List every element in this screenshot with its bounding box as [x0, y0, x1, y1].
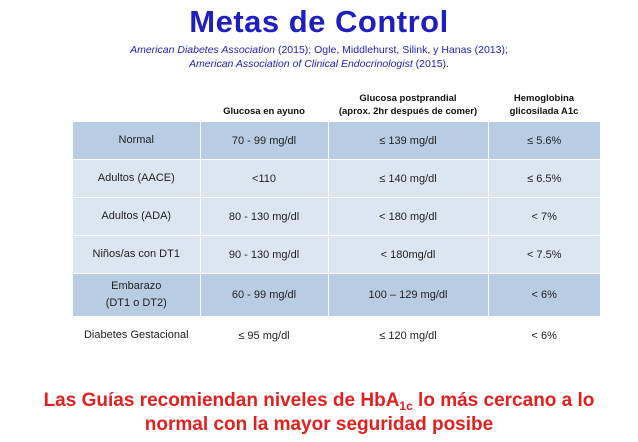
row-fasting: 90 - 130 mg/dl [200, 236, 328, 274]
row-fasting: 70 - 99 mg/dl [200, 122, 328, 160]
header-postprandial-note: (aprox. 2hr después de comer) [338, 106, 478, 117]
recommendation-footer [0, 389, 638, 437]
row-postprandial: < 180mg/dl [328, 236, 488, 274]
row-postprandial: 100 – 129 mg/dl [328, 274, 488, 317]
footer-line-2: normal con la mayor seguridad posibe [144, 414, 494, 435]
table-header-row [73, 88, 600, 122]
row-category [73, 274, 200, 317]
footer-text-after: lo más cercano a lo [412, 390, 595, 411]
row-fasting: ≤ 95 mg/dl [200, 317, 328, 355]
row-hba1c: < 6% [488, 274, 600, 317]
header-fasting: Glucosa en ayuno [223, 106, 305, 117]
header-category [73, 88, 200, 122]
reference-aace: American Association of Clinical Endocrinologist [189, 58, 413, 70]
row-category: Normal [73, 122, 200, 160]
references-line-1 [60, 43, 578, 57]
table-row [73, 274, 600, 317]
row-fasting: <110 [200, 160, 328, 198]
page-title: Metas de Control [189, 4, 449, 39]
reference-aace-rest: (2015). [412, 58, 449, 70]
row-category-line-1: Embarazo [111, 280, 162, 292]
references [60, 43, 578, 71]
header-hba1c [488, 88, 600, 122]
header-postprandial-title: Glucosa postprandial [359, 93, 457, 104]
table-row [73, 317, 600, 355]
header-hba1c-line-2: glicosilada A1c [509, 106, 579, 117]
header-hba1c-line-1: Hemoglobina [513, 93, 575, 104]
footer-line-1 [0, 389, 638, 413]
row-hba1c: < 6% [488, 317, 600, 355]
row-postprandial: ≤ 139 mg/dl [328, 122, 488, 160]
row-category: Adultos (AACE) [73, 160, 200, 198]
row-fasting: 60 - 99 mg/dl [200, 274, 328, 317]
row-hba1c: < 7% [488, 198, 600, 236]
row-hba1c: < 7.5% [488, 236, 600, 274]
references-line-2 [60, 57, 578, 71]
row-postprandial: ≤ 140 mg/dl [328, 160, 488, 198]
row-fasting: 80 - 130 mg/dl [200, 198, 328, 236]
row-category: Adultos (ADA) [73, 198, 200, 236]
row-postprandial: ≤ 120 mg/dl [328, 317, 488, 355]
footer-text-before: Las Guías recomiendan niveles de HbA [43, 390, 400, 411]
row-category-line-2: (DT1 o DT2) [105, 297, 167, 309]
table-row [73, 160, 600, 198]
row-hba1c: ≤ 6.5% [488, 160, 600, 198]
control-goals-table [73, 88, 600, 355]
reference-ada-rest: (2015); Ogle, Middlehurst, Silink, y Hanas (2013); [275, 44, 508, 56]
table-row [73, 122, 600, 160]
row-hba1c: ≤ 5.6% [488, 122, 600, 160]
hba1c-subscript: 1c [399, 399, 413, 413]
row-postprandial: < 180 mg/dl [328, 198, 488, 236]
row-category: Diabetes Gestacional [73, 317, 200, 355]
table-row [73, 198, 600, 236]
table-row [73, 236, 600, 274]
reference-ada: American Diabetes Association [130, 44, 276, 56]
row-category: Niños/as con DT1 [73, 236, 200, 274]
header-postprandial [328, 88, 488, 122]
